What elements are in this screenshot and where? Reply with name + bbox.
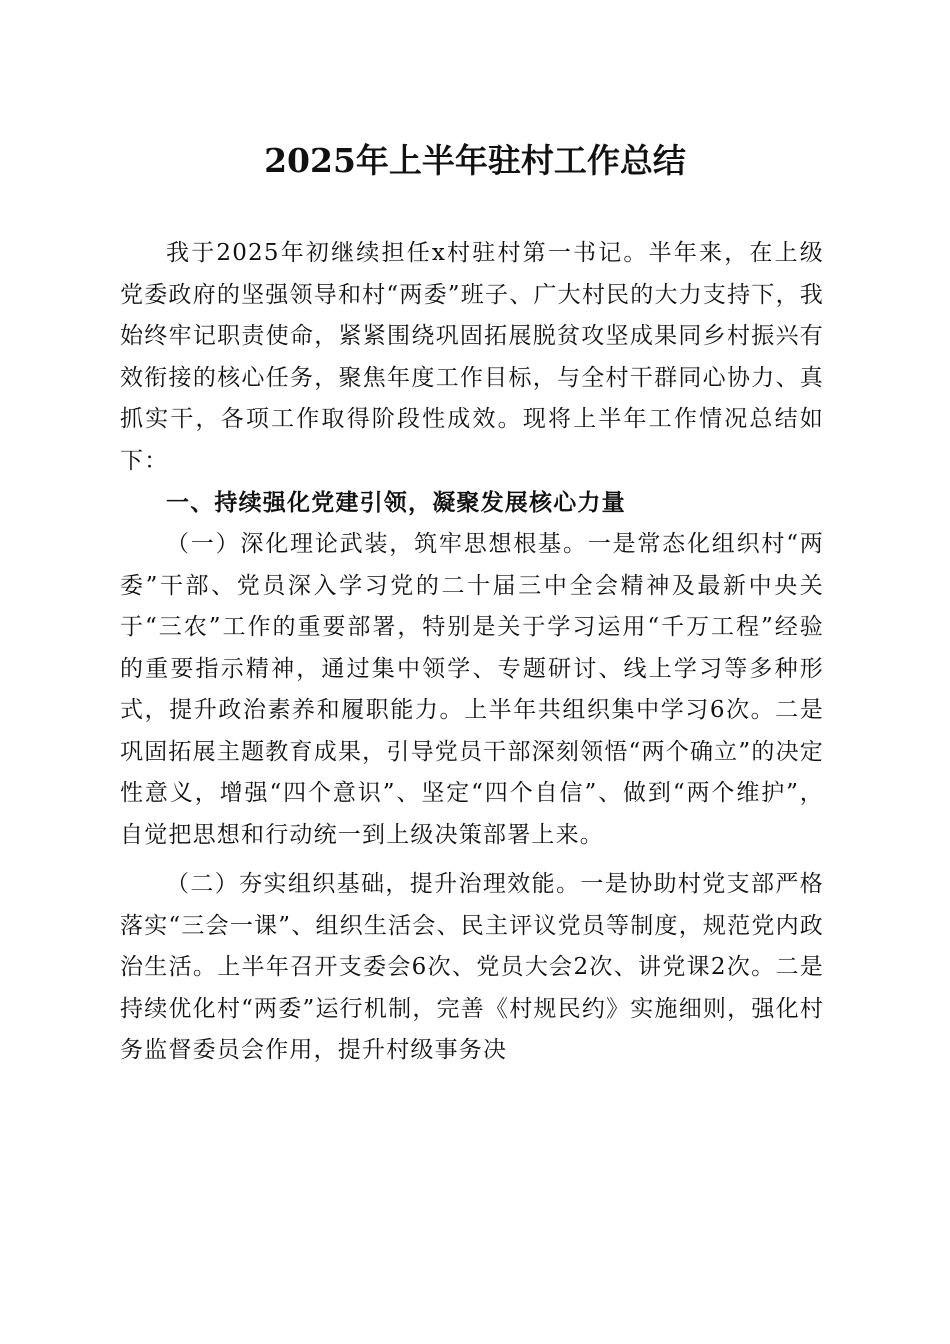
- subsection-paragraph-1: [120, 524, 824, 856]
- document-title: 2025年上半年驻村工作总结: [264, 141, 686, 180]
- subsection-paragraph-2: [120, 864, 824, 1072]
- subsection-lead-1: （一）深化理论武装，筑牢思想根基。: [166, 531, 588, 557]
- intro-paragraph: 我于2025年初继续担任x村驻村第一书记。半年来，在上级党委政府的坚强领导和村“两委”班子、广大村民的大力支持下，我始终牢记职责使命，紧紧围绕巩固拓展脱贫攻坚成果同乡村振兴有效衔接的核心任务，聚焦年度工作目标，与全村干群同心协力、真抓实干，各项工作取得阶段性成效。现将上半年工作情况总结如下：: [120, 240, 824, 474]
- paragraph-gap: [120, 856, 824, 864]
- subsection-text-2: 一是协助村党支部严格落实“三会一课”、组织生活会、民主评议党员等制度，规范党内政治生活。上半年召开支委会6次、党员大会2次、讲党课2次。二是持续优化村“两委”运行机制，完善《村规民约》实施细则，强化村务监督委员会作用，提升村级事务决: [120, 871, 824, 1063]
- document-body: [120, 233, 824, 1072]
- subsection-text-1: 一是常态化组织村“两委”干部、党员深入学习党的二十届三中全会精神及最新中央关于“三农”工作的重要部署，特别是关于学习运用“千万工程”经验的重要指示精神，通过集中领学、专题研讨、线上学习等多种形式，提升政治素养和履职能力。上半年共组织集中学习6次。二是巩固拓展主题教育成果，引导党员干部深刻领悟“两个确立”的决定性意义，增强“四个意识”、坚定“四个自信”、做到“两个维护”，自觉把思想和行动统一到上级决策部署上来。: [120, 531, 824, 848]
- subsection-lead-2: （二）夯实组织基础，提升治理效能。: [166, 871, 581, 897]
- section-heading-1: 一、持续强化党建引领，凝聚发展核心力量: [166, 490, 626, 516]
